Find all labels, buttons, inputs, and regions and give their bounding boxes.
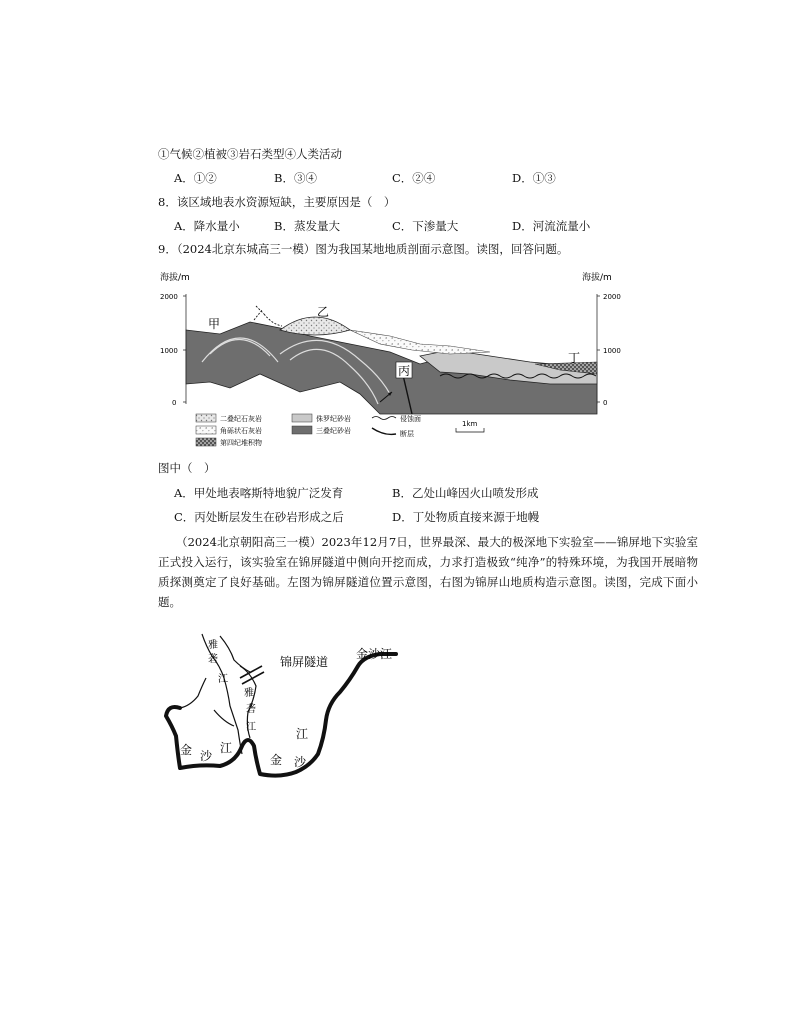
tick-left-0: 0 xyxy=(172,399,177,407)
jinsha-left-char-2: 沙 xyxy=(200,749,213,763)
scale-bar-label: 1km xyxy=(462,420,478,428)
geologic-profile-figure xyxy=(150,264,630,456)
jinping-passage: （2024北京朝阳高三一模）2023年12月7日，世界最深、最大的极深地下实验室——锦屏地下实验室正式投入运行，该实验室在锦屏隧道中侧向开挖而成，力求打造极致“纯净”的特殊环境，为我国开展暗物质探测奠定了良好基础。左图为锦屏隧道位置示意图，右图为锦屏山地质构造示意图。读图，完成下面小题。 xyxy=(158,535,698,609)
jinsha-left-char-3: 江 xyxy=(220,741,233,755)
site-label-ding: 丁 xyxy=(568,351,581,365)
legend-triassic-sandstone: 三叠纪砂岩 xyxy=(316,427,351,435)
q9-option-c[interactable]: C．丙处断层发生在砂岩形成之后 xyxy=(174,510,344,524)
q9-stem: 9．（2024北京东城高三一模）图为我国某地地质剖面示意图。读图，回答问题。 xyxy=(158,242,569,256)
jinping-tunnel-map xyxy=(150,626,410,786)
q9-prompt: 图中（ ） xyxy=(158,461,216,475)
q7-option-b[interactable]: B．③④ xyxy=(274,171,317,185)
permian-limestone-peak xyxy=(280,317,350,335)
yalong-char-3: 江 xyxy=(218,674,228,685)
y-axis-label-right: 海拔/m xyxy=(582,273,612,283)
site-label-jia: 甲 xyxy=(208,317,221,331)
q7-factor-list: ①气候②植被③岩石类型④人类活动 xyxy=(158,147,342,161)
tick-right-0: 0 xyxy=(603,399,608,407)
yalong-char-1: 雅 xyxy=(208,640,218,651)
yalong-char-5: 砻 xyxy=(246,704,256,715)
q8-stem: 8．该区域地表水资源短缺，主要原因是（ ） xyxy=(158,195,396,209)
q8-option-d[interactable]: D．河流流量小 xyxy=(512,219,591,233)
site-label-yi: 乙 xyxy=(317,305,330,319)
jinsha-label: 金沙江 xyxy=(356,647,393,661)
q8-option-c[interactable]: C．下渗量大 xyxy=(392,219,459,233)
site-label-bing: 丙 xyxy=(398,364,411,378)
q7-option-a[interactable]: A．①② xyxy=(174,171,217,185)
legend-quaternary-deposit: 第四纪堆积物 xyxy=(220,439,262,447)
legend-fault: 断层 xyxy=(400,430,414,438)
legend-erosion-surface: 侵蚀面 xyxy=(400,415,421,423)
q7-option-d[interactable]: D．①③ xyxy=(512,171,556,185)
y-axis-label-left: 海拔/m xyxy=(160,273,190,283)
q7-option-c[interactable]: C．②④ xyxy=(392,171,436,185)
q9-option-b[interactable]: B．乙处山峰因火山喷发形成 xyxy=(392,486,539,500)
yalong-char-4: 雅 xyxy=(244,688,254,699)
tick-right-2000: 2000 xyxy=(603,293,621,301)
tick-left-1000: 1000 xyxy=(160,347,178,355)
jinsha-bottom-char-2: 沙 xyxy=(294,755,307,769)
yalong-char-2: 砻 xyxy=(208,654,218,665)
legend-breccia-limestone: 角砾状石灰岩 xyxy=(220,427,262,435)
jinsha-right-char: 江 xyxy=(296,727,309,741)
legend-permian-limestone: 二叠纪石灰岩 xyxy=(220,415,262,423)
tunnel-label: 锦屏隧道 xyxy=(280,655,329,669)
tick-left-2000: 2000 xyxy=(160,293,178,301)
tick-right-1000: 1000 xyxy=(603,347,621,355)
q8-option-b[interactable]: B．蒸发量大 xyxy=(274,219,340,233)
yalong-char-6: 江 xyxy=(246,722,256,733)
jinsha-left-char-1: 金 xyxy=(180,743,193,757)
q9-option-a[interactable]: A．甲处地表喀斯特地貌广泛发育 xyxy=(174,486,344,500)
yalong-river xyxy=(202,634,242,754)
jinsha-bottom-char-1: 金 xyxy=(270,753,283,767)
q9-option-d[interactable]: D．丁处物质直接来源于地幔 xyxy=(392,510,540,524)
q8-option-a[interactable]: A．降水量小 xyxy=(174,219,240,233)
legend-jurassic-sandstone: 侏罗纪砂岩 xyxy=(316,415,351,423)
